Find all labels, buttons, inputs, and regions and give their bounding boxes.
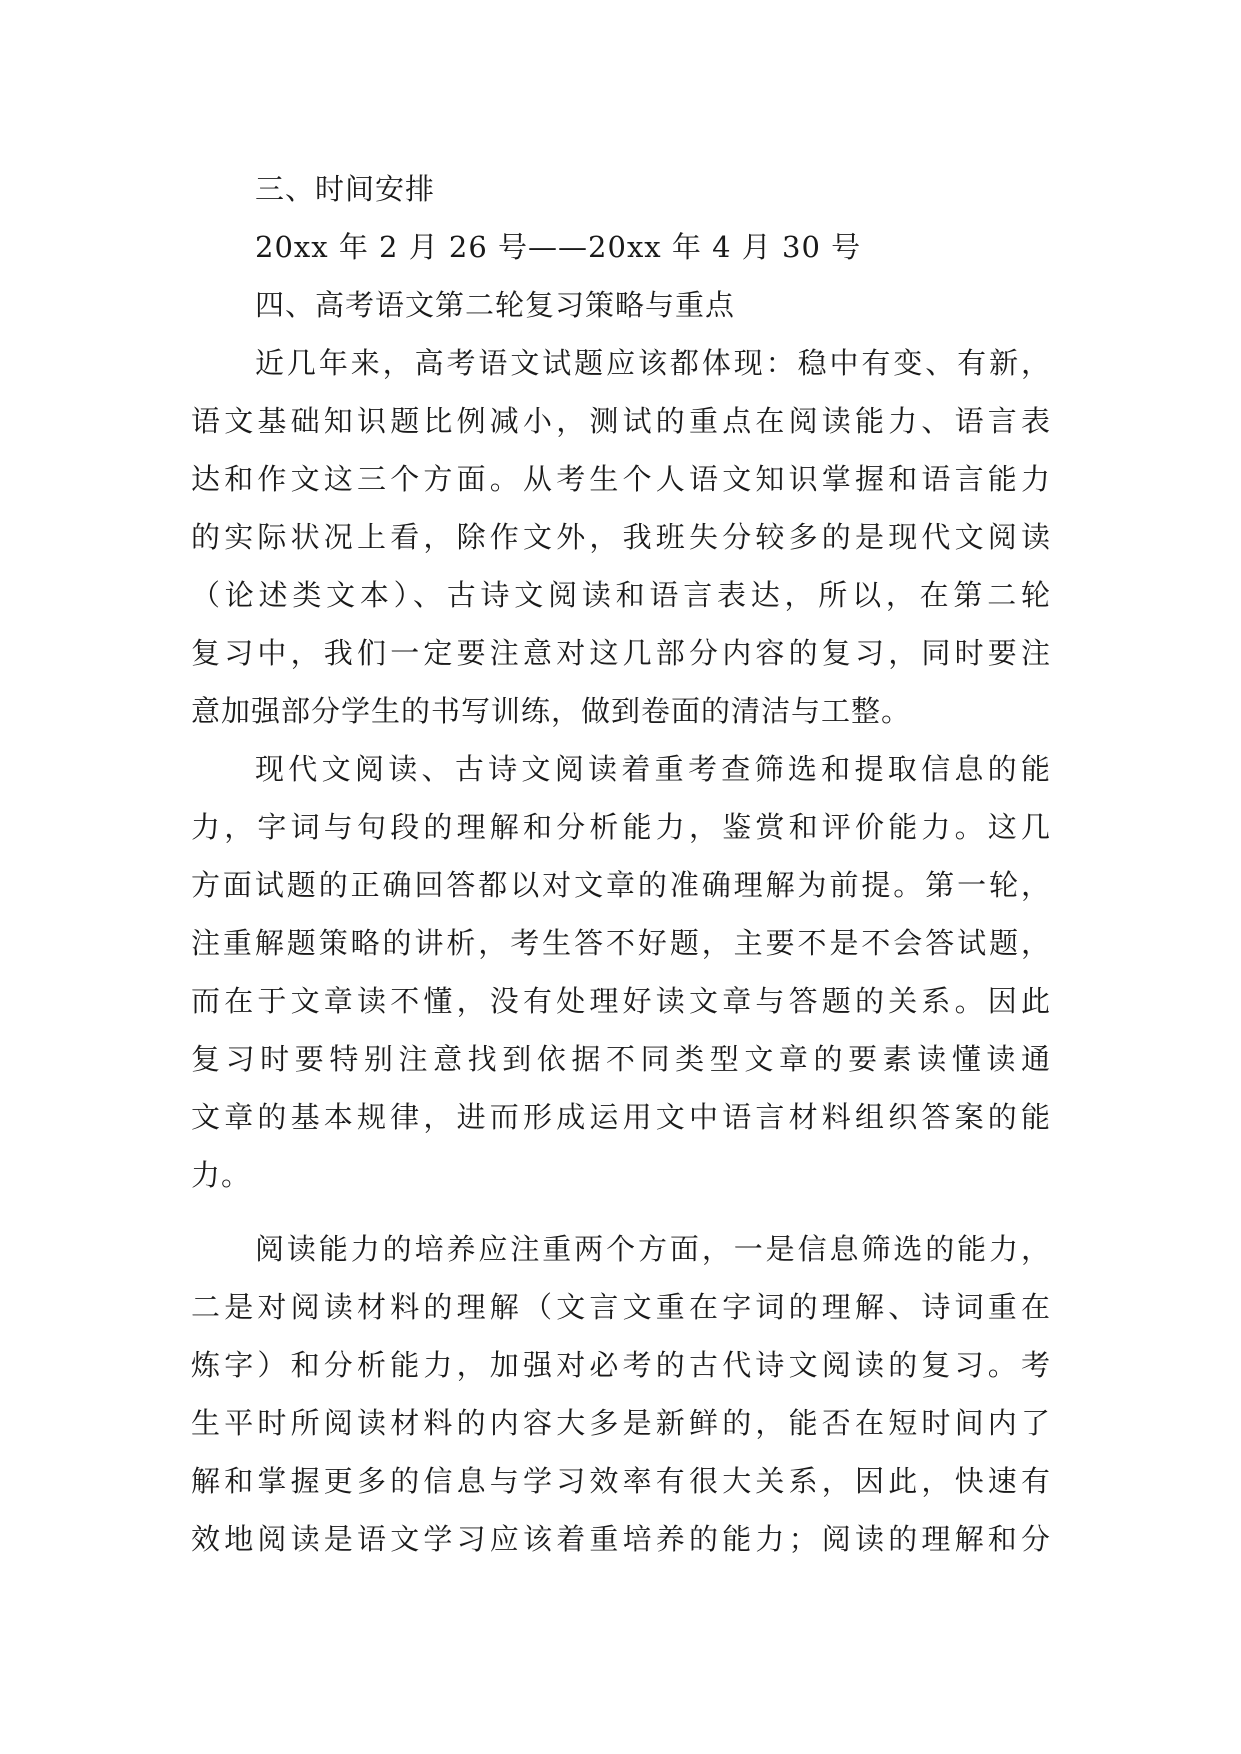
paragraph-line: 近几年来，高考语文试题应该都体现：稳中有变、有新， — [255, 346, 1051, 380]
paragraph-line: 文章的基本规律，进而形成运用文中语言材料组织答案的能 — [191, 1100, 1051, 1134]
paragraph-line: 达和作文这三个方面。从考生个人语文知识掌握和语言能力 — [191, 462, 1051, 496]
paragraph — [191, 334, 1051, 740]
paragraph-line: 效地阅读是语文学习应该着重培养的能力；阅读的理解和分 — [191, 1522, 1051, 1556]
paragraph — [191, 1220, 1051, 1568]
document-body — [191, 160, 1051, 1568]
section-heading-strategy: 四、高考语文第二轮复习策略与重点 — [255, 288, 736, 322]
paragraph-line: 意加强部分学生的书写训练，做到卷面的清洁与工整。 — [191, 694, 912, 728]
paragraph-line: 阅读能力的培养应注重两个方面，一是信息筛选的能力， — [255, 1232, 1051, 1266]
paragraph-line: 方面试题的正确回答都以对文章的准确理解为前提。第一轮， — [191, 868, 1051, 902]
paragraph-line: 的实际状况上看，除作文外，我班失分较多的是现代文阅读 — [191, 520, 1051, 554]
paragraph-line: 生平时所阅读材料的内容大多是新鲜的，能否在短时间内了 — [191, 1406, 1051, 1440]
paragraph-line: 力，字词与句段的理解和分析能力，鉴赏和评价能力。这几 — [191, 810, 1051, 844]
date-range: 20xx 年 2 月 26 号——20xx 年 4 月 30 号 — [255, 230, 862, 264]
paragraph-line: 二是对阅读材料的理解（文言文重在字词的理解、诗词重在 — [191, 1290, 1051, 1324]
paragraph-line: 现代文阅读、古诗文阅读着重考查筛选和提取信息的能 — [255, 752, 1051, 786]
section-heading-time: 三、时间安排 — [255, 172, 436, 206]
paragraph-line: （论述类文本）、古诗文阅读和语言表达，所以，在第二轮 — [191, 578, 1051, 612]
paragraph-line: 而在于文章读不懂，没有处理好读文章与答题的关系。因此 — [191, 984, 1051, 1018]
paragraph-spacer — [191, 1204, 1051, 1220]
paragraph-line: 力。 — [191, 1158, 252, 1192]
paragraph — [191, 740, 1051, 1204]
paragraph-line: 炼字）和分析能力，加强对必考的古代诗文阅读的复习。考 — [191, 1348, 1051, 1382]
paragraph-line: 注重解题策略的讲析，考生答不好题，主要不是不会答试题， — [191, 926, 1051, 960]
paragraph-line: 语文基础知识题比例减小，测试的重点在阅读能力、语言表 — [191, 404, 1051, 438]
paragraph-line: 复习时要特别注意找到依据不同类型文章的要素读懂读通 — [191, 1042, 1051, 1076]
paragraph-line: 解和掌握更多的信息与学习效率有很大关系，因此，快速有 — [191, 1464, 1051, 1498]
paragraph-line: 复习中，我们一定要注意对这几部分内容的复习，同时要注 — [191, 636, 1051, 670]
